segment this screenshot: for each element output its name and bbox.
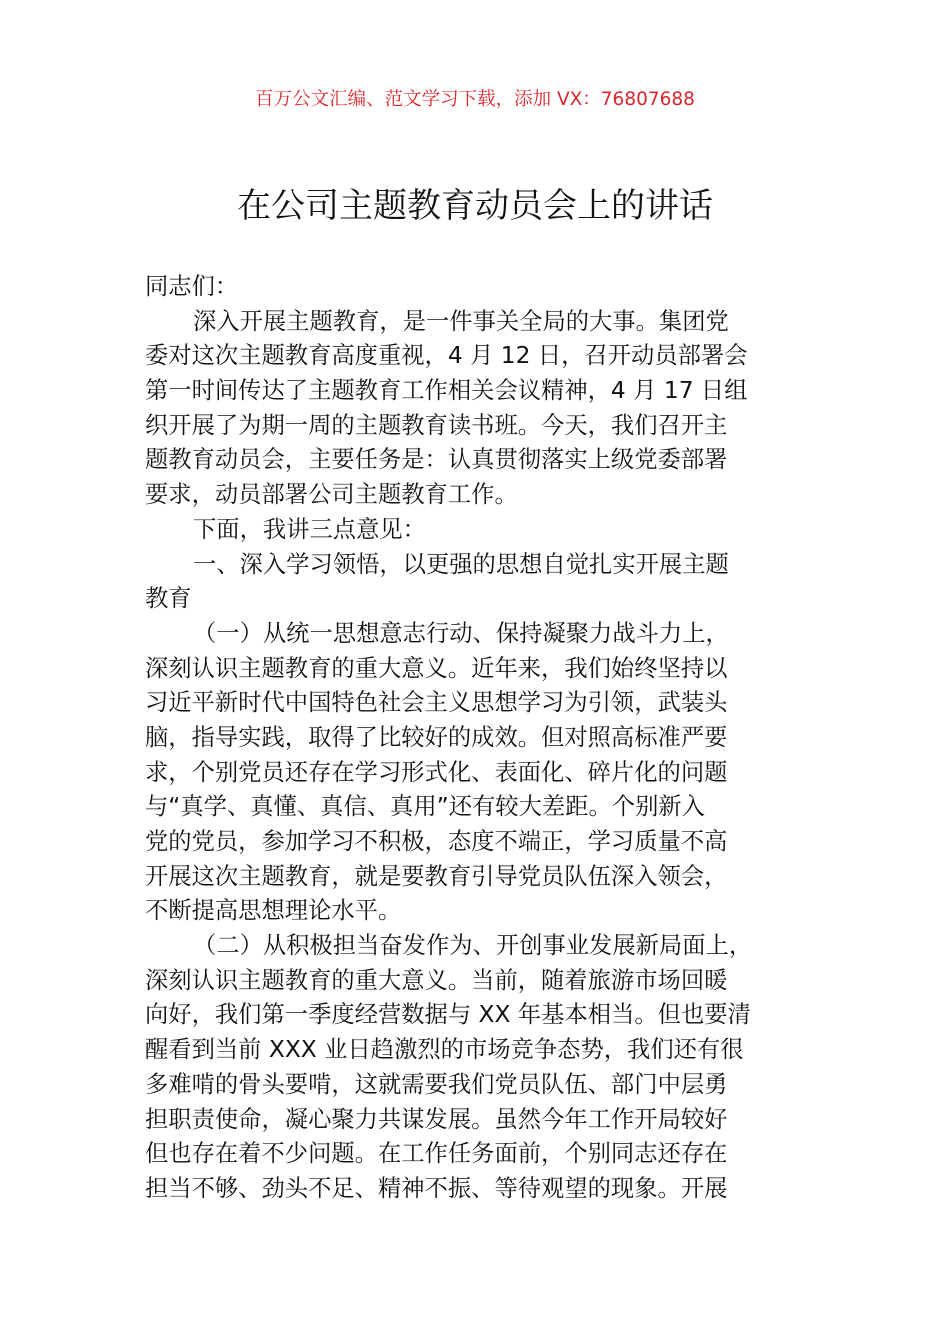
text-line: （二）从积极担当奋发作为、开创事业发展新局面上， <box>193 932 753 960</box>
text-line: 深入开展主题教育，是一件事关全局的大事。集团党 <box>193 307 729 335</box>
watermark-header: 百万公文汇编、范文学习下载，添加 VX：76807688 <box>255 89 695 110</box>
document-body <box>145 270 845 1207</box>
text-line: 深刻认识主题教育的重大意义。近年来，我们始终坚持以 <box>145 654 728 682</box>
text-line: 不断提高思想理论水平。 <box>145 897 402 925</box>
document-title: 在公司主题教育动员会上的讲话 <box>237 186 713 226</box>
text-line: 委对这次主题教育高度重视，4 月 12 日，召开动员部署会 <box>145 342 748 370</box>
text-line: 党的党员，参加学习不积极，态度不端正，学习质量不高 <box>145 828 728 855</box>
text-line: 脑，指导实践，取得了比较好的成效。但对照高标准严要 <box>145 723 728 751</box>
text-line: 但也存在着不少问题。在工作任务面前，个别同志还存在 <box>145 1140 728 1168</box>
text-line: 与“真学、真懂、真信、真用”还有较大差距。个别新入 <box>145 793 705 821</box>
text-line: 担当不够、劲头不足、精神不振、等待观望的现象。开展 <box>145 1174 728 1202</box>
text-line: 深刻认识主题教育的重大意义。当前，随着旅游市场回暖 <box>145 966 728 994</box>
text-line: 醒看到当前 XXX 业日趋激烈的市场竞争态势，我们还有很 <box>145 1036 744 1064</box>
text-line: 开展这次主题教育，就是要教育引导党员队伍深入领会， <box>145 862 728 890</box>
text-line: 一、深入学习领悟，以更强的思想自觉扎实开展主题 <box>193 550 729 578</box>
text-line: 织开展了为期一周的主题教育读书班。今天，我们召开主 <box>145 411 728 439</box>
text-line: 第一时间传达了主题教育工作相关会议精神，4 月 17 日组 <box>145 377 748 405</box>
text-line: 担职责使命，凝心聚力共谋发展。虽然今年工作开局较好 <box>145 1105 728 1133</box>
text-line: 下面，我讲三点意见： <box>193 515 426 543</box>
text-line: 要求，动员部署公司主题教育工作。 <box>145 481 518 509</box>
text-line: （一）从统一思想意志行动、保持凝聚力战斗力上， <box>193 619 729 647</box>
text-line: 习近平新时代中国特色社会主义思想学习为引领，武装头 <box>145 689 728 717</box>
text-line: 向好，我们第一季度经营数据与 XX 年基本相当。但也要清 <box>145 1001 751 1029</box>
text-line: 题教育动员会，主要任务是：认真贯彻落实上级党委部署 <box>145 446 728 474</box>
text-line: 同志们： <box>145 273 239 300</box>
text-line: 教育 <box>145 585 192 613</box>
text-line: 求，个别党员还存在学习形式化、表面化、碎片化的问题 <box>145 758 728 786</box>
text-line: 多难啃的骨头要啃，这就需要我们党员队伍、部门中层勇 <box>145 1070 728 1098</box>
